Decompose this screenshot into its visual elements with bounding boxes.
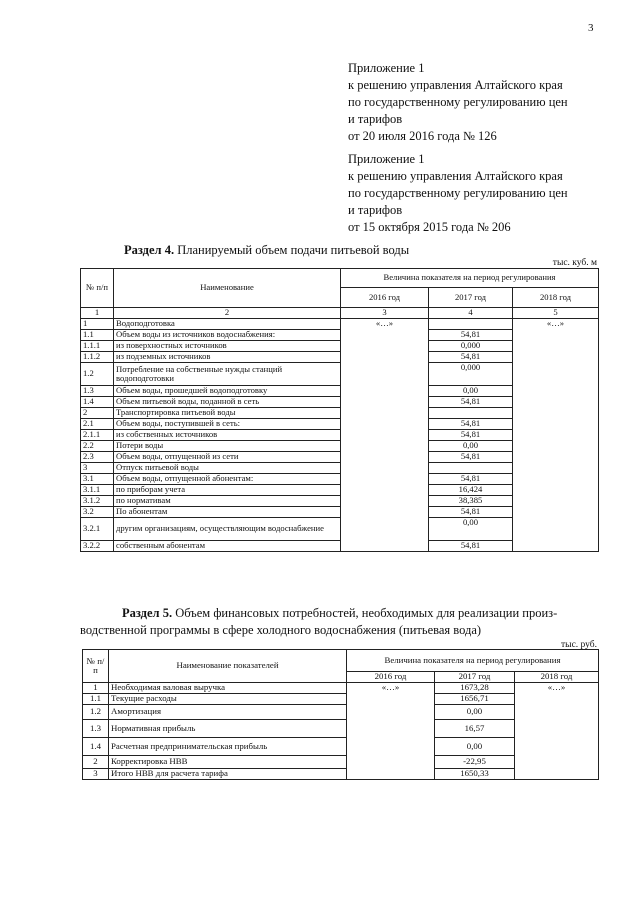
column-number: 2 xyxy=(114,308,341,319)
row-name: другим организациям, осуществляющим водоснабжение xyxy=(114,518,341,541)
row-num: 1.2 xyxy=(81,363,114,386)
row-num: 2.2 xyxy=(81,441,114,452)
appendix-line: от 20 июля 2016 года № 126 xyxy=(348,129,497,143)
placeholder-2018: «…» xyxy=(513,319,599,552)
row-num: 1.3 xyxy=(83,720,109,738)
row-num: 1.1.1 xyxy=(81,341,114,352)
row-num: 3.2.2 xyxy=(81,541,114,552)
value-2017 xyxy=(429,463,513,474)
row-name: из поверхностных источников xyxy=(114,341,341,352)
row-num: 2 xyxy=(83,756,109,769)
table-row xyxy=(81,319,599,330)
row-name: Расчетная предпринимательская прибыль xyxy=(109,738,347,756)
row-name: Объем воды из источников водоснабжения: xyxy=(114,330,341,341)
row-name: Отпуск питьевой воды xyxy=(114,463,341,474)
row-num: 3.1 xyxy=(81,474,114,485)
row-name: собственным абонентам xyxy=(114,541,341,552)
placeholder-2016: «…» xyxy=(347,683,435,780)
section4-title-bold: Раздел 4. xyxy=(124,243,175,257)
row-num: 3.1.2 xyxy=(81,496,114,507)
row-name: Объем воды, прошедшей водоподготовку xyxy=(114,386,341,397)
row-num: 1.3 xyxy=(81,386,114,397)
appendix-line: Приложение 1 xyxy=(348,152,425,166)
value-2017: 1656,71 xyxy=(435,694,515,705)
section5-title-line-2: водственной программы в сфере холодного водоснабжения (питьевая вода) xyxy=(80,623,482,637)
section4-table xyxy=(80,268,599,552)
row-num: 2.1.1 xyxy=(81,430,114,441)
row-name: Объем воды, отпущенной из сети xyxy=(114,452,341,463)
row-num: 3.2.1 xyxy=(81,518,114,541)
value-2017: 0,00 xyxy=(435,738,515,756)
section4-title-text: Планируемый объем подачи питьевой воды xyxy=(174,243,410,257)
value-2017: 38,385 xyxy=(429,496,513,507)
row-num: 1.4 xyxy=(83,738,109,756)
column-number: 4 xyxy=(429,308,513,319)
row-num: 3 xyxy=(83,769,109,780)
header-2018: 2018 год xyxy=(513,288,599,308)
section4-unit: тыс. куб. м xyxy=(552,258,597,268)
value-2017: 0,00 xyxy=(435,705,515,720)
value-2017: 0,00 xyxy=(429,441,513,452)
value-2017: 0,000 xyxy=(429,341,513,352)
value-2017: 54,81 xyxy=(429,452,513,463)
row-name: Корректировка НВВ xyxy=(109,756,347,769)
value-2017: 54,81 xyxy=(429,507,513,518)
row-num: 2 xyxy=(81,408,114,419)
value-2017: 0,000 xyxy=(429,363,513,386)
placeholder-2018: «…» xyxy=(515,683,599,780)
row-num: 1.1.2 xyxy=(81,352,114,363)
appendix-line: и тарифов xyxy=(348,112,403,126)
row-name: Итого НВВ для расчета тарифа xyxy=(109,769,347,780)
row-num: 2.3 xyxy=(81,452,114,463)
row-num: 3.1.1 xyxy=(81,485,114,496)
row-name: по приборам учета xyxy=(114,485,341,496)
appendix-line: и тарифов xyxy=(348,203,403,217)
section5-unit: тыс. руб. xyxy=(561,640,597,650)
row-name: из собственных источников xyxy=(114,430,341,441)
header-period: Величина показателя на период регулирования xyxy=(341,269,599,288)
header-2018: 2018 год xyxy=(515,672,599,683)
header-2017: 2017 год xyxy=(435,672,515,683)
table-row xyxy=(83,683,599,694)
row-num: 1.2 xyxy=(83,705,109,720)
page-number: 3 xyxy=(588,22,594,34)
header-name: Наименование xyxy=(114,269,341,308)
header-2016: 2016 год xyxy=(347,672,435,683)
row-name: Водоподготовка xyxy=(114,319,341,330)
row-num: 3 xyxy=(81,463,114,474)
column-number: 1 xyxy=(81,308,114,319)
appendix-line: к решению управления Алтайского края xyxy=(348,78,563,92)
appendix-line: от 15 октября 2015 года № 206 xyxy=(348,220,511,234)
row-name: Необходимая валовая выручка xyxy=(109,683,347,694)
value-2017: 0,00 xyxy=(429,518,513,541)
section5-title-text: Объем финансовых потребностей, необходимых для реализации произ- xyxy=(172,606,558,620)
value-2017: 54,81 xyxy=(429,330,513,341)
appendix-line: по государственному регулированию цен xyxy=(348,95,568,109)
row-name: Амортизация xyxy=(109,705,347,720)
section5-title-line-1 xyxy=(122,606,557,621)
row-name: Нормативная прибыль xyxy=(109,720,347,738)
section5-title-bold: Раздел 5. xyxy=(122,606,173,620)
row-num: 3.2 xyxy=(81,507,114,518)
header-name: Наименование показателей xyxy=(109,650,347,683)
header-num: № п/п xyxy=(83,650,109,683)
header-2016: 2016 год xyxy=(341,288,429,308)
row-name: Объем питьевой воды, поданной в сеть xyxy=(114,397,341,408)
row-name: по нормативам xyxy=(114,496,341,507)
appendix-2016 xyxy=(348,60,568,145)
value-2017: -22,95 xyxy=(435,756,515,769)
value-2017: 16,424 xyxy=(429,485,513,496)
row-name: Транспортировка питьевой воды xyxy=(114,408,341,419)
value-2017: 54,81 xyxy=(429,430,513,441)
column-number: 5 xyxy=(513,308,599,319)
row-name: Объем воды, поступившей в сеть: xyxy=(114,419,341,430)
row-num: 1.1 xyxy=(83,694,109,705)
appendix-line: по государственному регулированию цен xyxy=(348,186,568,200)
row-name: Объем воды, отпущенной абонентам: xyxy=(114,474,341,485)
row-name: из подземных источников xyxy=(114,352,341,363)
value-2017: 16,57 xyxy=(435,720,515,738)
value-2017 xyxy=(429,319,513,330)
appendix-line: к решению управления Алтайского края xyxy=(348,169,563,183)
row-num: 1 xyxy=(83,683,109,694)
row-num: 1.1 xyxy=(81,330,114,341)
header-period: Величина показателя на период регулирования xyxy=(347,650,599,672)
value-2017: 0,00 xyxy=(429,386,513,397)
header-num: № п/п xyxy=(81,269,114,308)
appendix-2015 xyxy=(348,151,568,236)
placeholder-2016: «…» xyxy=(341,319,429,552)
header-2017: 2017 год xyxy=(429,288,513,308)
value-2017: 54,81 xyxy=(429,419,513,430)
value-2017: 1650,33 xyxy=(435,769,515,780)
appendix-line: Приложение 1 xyxy=(348,61,425,75)
value-2017: 54,81 xyxy=(429,397,513,408)
row-num: 1 xyxy=(81,319,114,330)
row-name: Текущие расходы xyxy=(109,694,347,705)
row-name: По абонентам xyxy=(114,507,341,518)
value-2017: 54,81 xyxy=(429,474,513,485)
value-2017: 54,81 xyxy=(429,352,513,363)
row-name: Потери воды xyxy=(114,441,341,452)
section4-title xyxy=(124,243,409,258)
column-number: 3 xyxy=(341,308,429,319)
value-2017: 1673,28 xyxy=(435,683,515,694)
row-num: 2.1 xyxy=(81,419,114,430)
value-2017 xyxy=(429,408,513,419)
section5-table xyxy=(82,649,599,780)
row-num: 1.4 xyxy=(81,397,114,408)
row-name: Потребление на собственные нужды станций водоподготовки xyxy=(114,363,341,386)
value-2017: 54,81 xyxy=(429,541,513,552)
